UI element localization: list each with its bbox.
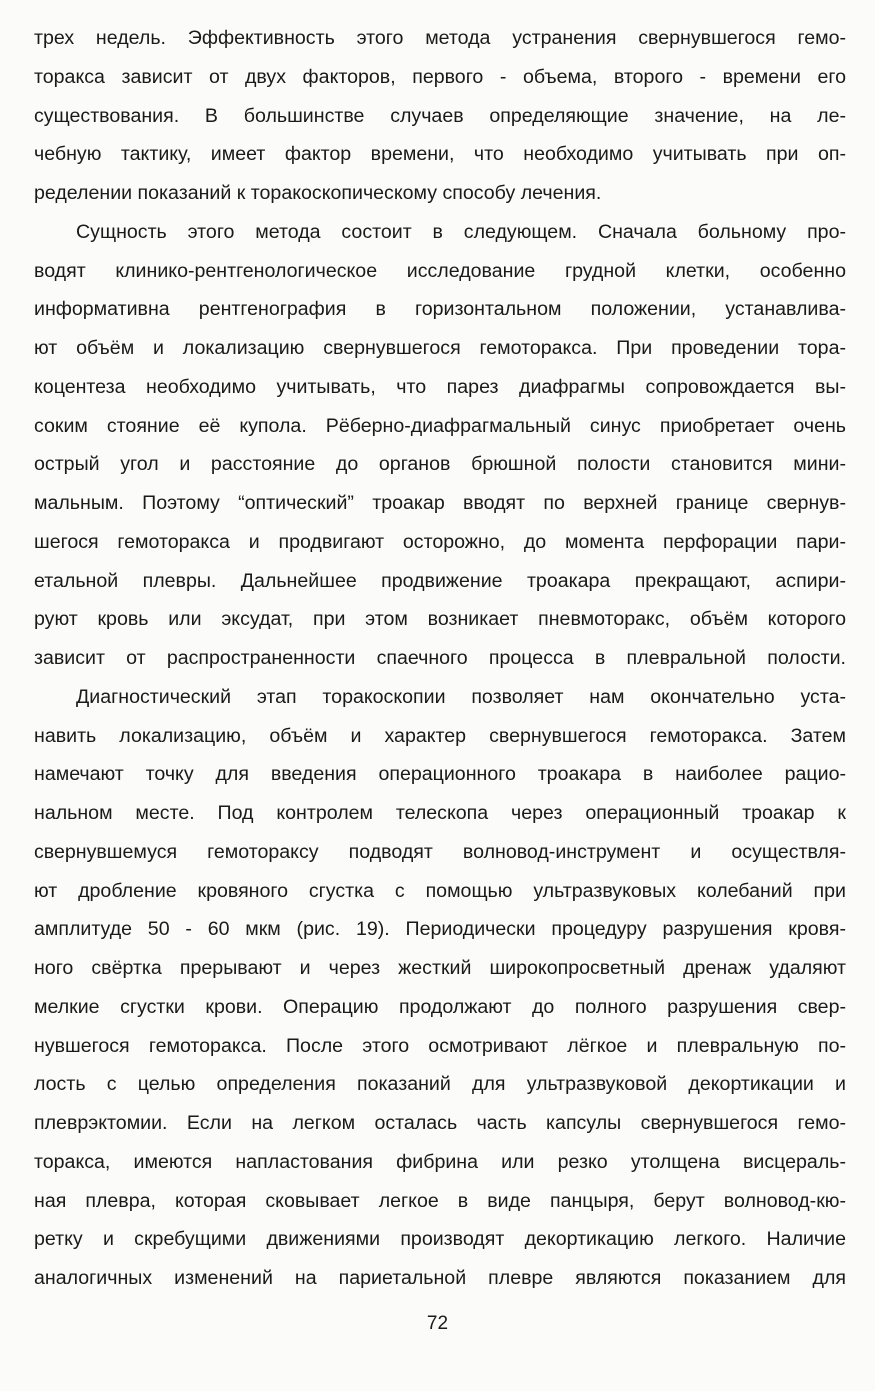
text-line: мелкие сгустки крови. Операцию продолжают до полного разрушения свер- [34, 995, 846, 1018]
text-line: коцентеза необходимо учитывать, что парез диафрагмы сопровождается вы- [34, 375, 846, 398]
text-line: информативна рентгенография в горизонтальном положении, устанавлива- [34, 298, 846, 321]
text-line: ного свёртка прерывают и через жесткий широкопросветный дренаж удаляют [34, 957, 846, 979]
text-line: трех недель. Эффективность этого метода устранения свернувшегося гемо- [34, 27, 846, 49]
body-text [34, 19, 846, 1298]
text-line: шегося гемоторакса и продвигают осторожно, до момента перфорации пари- [34, 530, 846, 553]
text-line: аналогичных изменений на париетальной плевре являются показанием для [34, 1267, 846, 1289]
text-line: нальном месте. Под контролем телескопа через операционный троакар к [34, 802, 846, 824]
text-line: плеврэктомии. Если на легком осталась часть капсулы свернувшегося гемо- [34, 1112, 846, 1134]
text-line: существования. В большинстве случаев определяющие значение, на ле- [34, 104, 846, 127]
text-line: соким стояние её купола. Рёберно-диафрагмальный синус приобретает очень [34, 414, 846, 437]
text-line: нувшегося гемоторакса. После этого осмотривают лёгкое и плевральную по- [34, 1034, 846, 1057]
text-line: ют объём и локализацию свернувшегося гемоторакса. При проведении тора- [34, 337, 846, 359]
text-line: свернувшемуся гемотораксу подводят волновод-инструмент и осуществля- [34, 840, 846, 863]
text-line: мальным. Поэтому “оптический” троакар вводят по верхней границе свернув- [34, 492, 846, 514]
text-line: ют дробление кровяного сгустка с помощью ультразвуковых колебаний при [34, 879, 846, 902]
text-line: амплитуде 50 - 60 мкм (рис. 19). Периодически процедуру разрушения кровя- [34, 918, 846, 941]
paragraph-first-line: Сущность этого метода состоит в следующем. Сначала больному про- [76, 220, 846, 243]
text-line: торакса, имеются напластования фибрина или резко утолщена висцераль- [34, 1150, 846, 1173]
page-number: 72 [426, 1313, 449, 1334]
text-line: ретку и скребущими движениями производят декортикацию легкого. Наличие [34, 1228, 846, 1251]
paragraph-first-line: Диагностический этап торакоскопии позволяет нам окончательно уста- [76, 685, 846, 708]
text-line: руют кровь или эксудат, при этом возникает пневмоторакс, объём которого [34, 608, 846, 631]
text-line: етальной плевры. Дальнейшее продвижение троакара прекращают, аспири- [34, 569, 846, 592]
text-line: намечают точку для введения операционного троакара в наиболее рацио- [34, 763, 846, 786]
text-line: лость с целью определения показаний для ультразвуковой декортикации и [34, 1073, 846, 1096]
text-line: торакса зависит от двух факторов, первого - объема, второго - времени его [34, 65, 846, 88]
text-line: ределении показаний к торакоскопическому способу лечения. [34, 182, 602, 204]
text-line: чебную тактику, имеет фактор времени, что необходимо учитывать при оп- [34, 143, 846, 166]
text-line: острый угол и расстояние до органов брюшной полости становится мини- [34, 453, 846, 476]
text-line: ная плевра, которая сковывает легкое в виде панцыря, берут волновод-кю- [34, 1189, 846, 1212]
text-line: навить локализацию, объём и характер свернувшегося гемоторакса. Затем [34, 724, 846, 747]
text-line: зависит от распространенности спаечного процесса в плевральной полости. [34, 647, 846, 669]
text-line: водят клинико-рентгенологическое исследование грудной клетки, особенно [34, 259, 846, 282]
